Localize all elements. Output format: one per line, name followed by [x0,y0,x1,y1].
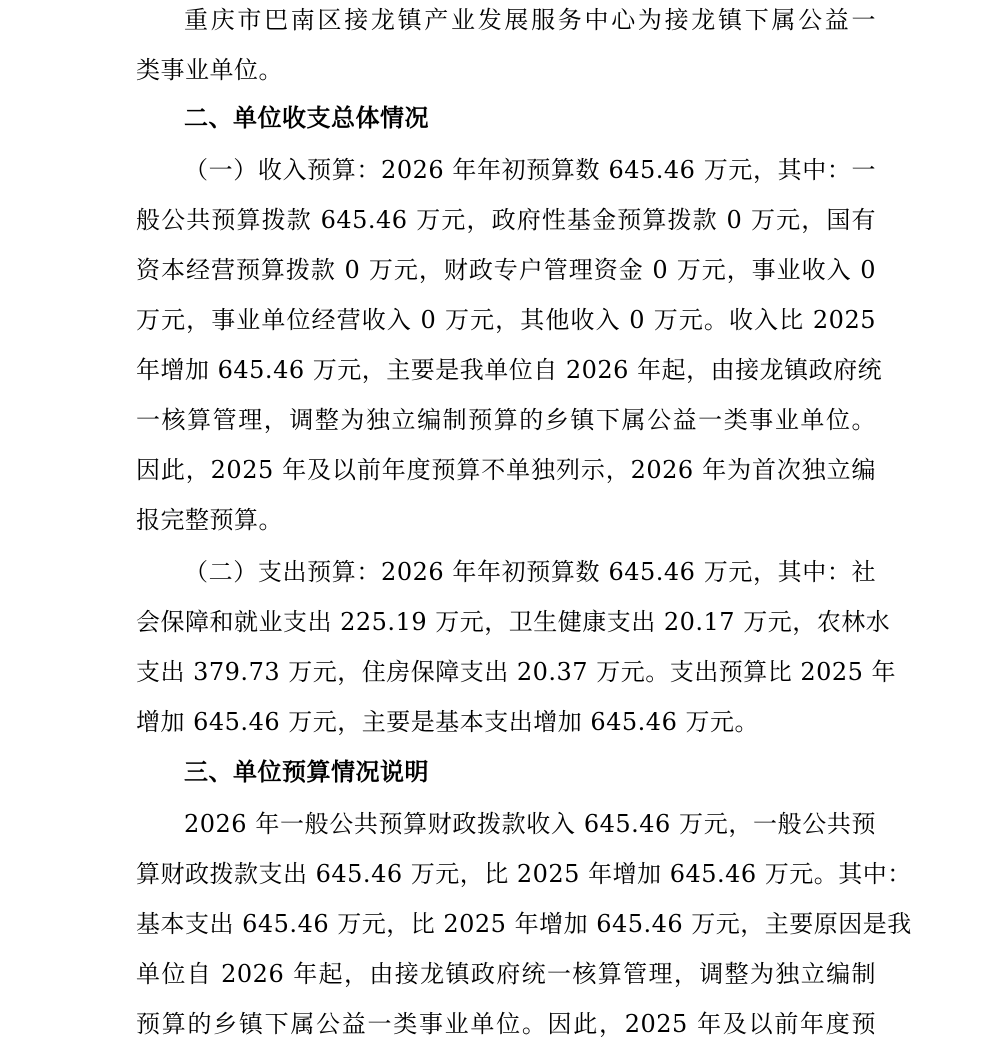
paragraph-line: 增加 645.46 万元，主要是基本支出增加 645.46 万元。 [136,708,759,736]
paragraph-line: 资本经营预算拨款 0 万元，财政专户管理资金 0 万元，事业收入 0 [136,256,876,284]
paragraph-line: 因此，2025 年及以前年度预算不单独列示，2026 年为首次独立编 [136,456,876,484]
section-heading: 三、单位预算情况说明 [184,758,429,786]
paragraph-line: （二）支出预算：2026 年年初预算数 645.46 万元，其中：社 [184,558,876,586]
paragraph-line: 类事业单位。 [136,56,283,84]
paragraph-line: 年增加 645.46 万元，主要是我单位自 2026 年起，由接龙镇政府统 [136,356,883,384]
paragraph-line: 基本支出 645.46 万元，比 2025 年增加 645.46 万元，主要原因是我 [136,910,912,938]
paragraph-line: 万元，事业单位经营收入 0 万元，其他收入 0 万元。收入比 2025 [136,306,876,334]
paragraph-line: 单位自 2026 年起，由接龙镇政府统一核算管理，调整为独立编制 [136,960,876,988]
section-heading: 二、单位收支总体情况 [184,104,429,132]
paragraph-line: 般公共预算拨款 645.46 万元，政府性基金预算拨款 0 万元，国有 [136,206,876,234]
paragraph-line: 会保障和就业支出 225.19 万元，卫生健康支出 20.17 万元，农林水 [136,608,891,636]
paragraph-line: 支出 379.73 万元，住房保障支出 20.37 万元。支出预算比 2025 年 [136,658,897,686]
paragraph-line: 报完整预算。 [136,506,283,534]
paragraph-line: 预算的乡镇下属公益一类事业单位。因此，2025 年及以前年度预 [136,1010,876,1038]
paragraph-line: 算财政拨款支出 645.46 万元，比 2025 年增加 645.46 万元。其中： [136,860,912,888]
paragraph-line: 2026 年一般公共预算财政拨款收入 645.46 万元，一般公共预 [184,810,876,838]
paragraph-line: 重庆市巴南区接龙镇产业发展服务中心为接龙镇下属公益一 [184,6,876,34]
paragraph-line: （一）收入预算：2026 年年初预算数 645.46 万元，其中：一 [184,156,876,184]
paragraph-line: 一核算管理，调整为独立编制预算的乡镇下属公益一类事业单位。 [136,406,876,434]
